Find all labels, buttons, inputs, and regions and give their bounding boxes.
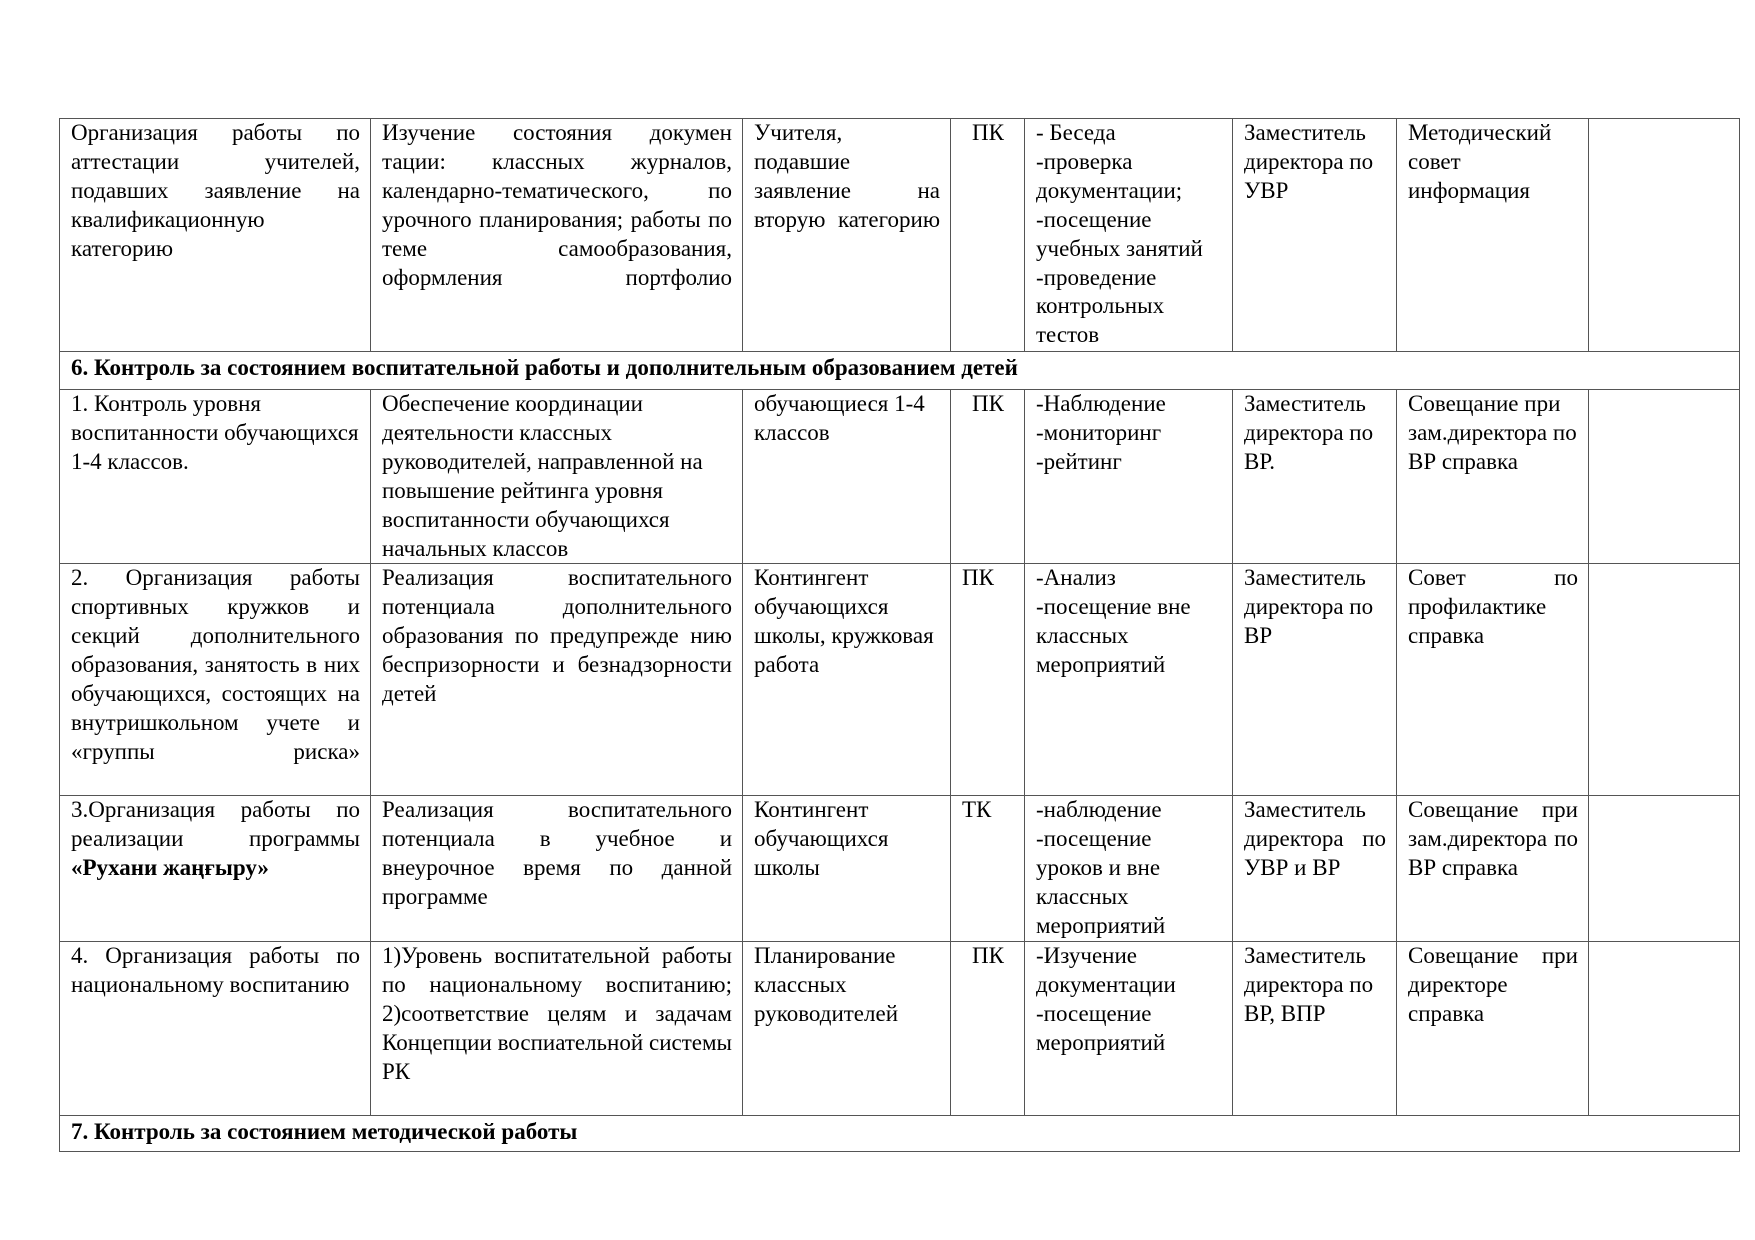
cell-note	[1589, 390, 1740, 564]
cell-object: Учителя, подавшие заявление на вторую категорию	[743, 119, 951, 352]
section-title: 7. Контроль за состоянием методической работы	[60, 1115, 1740, 1151]
cell-methods: - Беседа -проверка документации; -посещение учебных занятий -проведение контрольных тестов	[1025, 119, 1233, 352]
cell-object: обучающиеся 1-4 классов	[743, 390, 951, 564]
cell-control-type: ПК	[951, 390, 1025, 564]
cell-subject-text: 3.Организация работы по реализации программы	[71, 797, 360, 852]
cell-note	[1589, 796, 1740, 942]
cell-goal: Реализация воспитательного потенциала дополнительного образования по предупрежде нию беспризорности и безнадзорности детей	[371, 564, 743, 796]
section-row	[60, 352, 1740, 390]
table-row	[60, 564, 1740, 796]
cell-result: Совещание при директоре справка	[1397, 941, 1589, 1115]
program-name: «Рухани жаңғыру»	[71, 855, 269, 881]
cell-subject: Организация работы по аттестации учителей, подавших заявление на квалификационную категорию	[60, 119, 371, 352]
cell-control-type: ПК	[951, 564, 1025, 796]
cell-note	[1589, 564, 1740, 796]
cell-note	[1589, 941, 1740, 1115]
cell-goal: 1)Уровень воспитательной работы по национальному воспитанию; 2)соответствие целям и задачам Концепции воспиательной системы РК	[371, 941, 743, 1115]
cell-object: Планирование классных руководителей	[743, 941, 951, 1115]
cell-control-type: ПК	[951, 119, 1025, 352]
cell-object: Контингент обучающихся школы, кружковая работа	[743, 564, 951, 796]
control-plan-table	[59, 118, 1740, 1152]
cell-result: Совещание при зам.директора по ВР справка	[1397, 796, 1589, 942]
table-row	[60, 796, 1740, 942]
cell-methods: -наблюдение -посещение уроков и вне классных мероприятий	[1025, 796, 1233, 942]
table-row	[60, 119, 1740, 352]
cell-methods: -Анализ -посещение вне классных мероприятий	[1025, 564, 1233, 796]
section-row	[60, 1115, 1740, 1151]
cell-responsible: Заместитель директора по ВР.	[1233, 390, 1397, 564]
cell-control-type: ПК	[951, 941, 1025, 1115]
cell-control-type: ТК	[951, 796, 1025, 942]
table-row	[60, 390, 1740, 564]
cell-note	[1589, 119, 1740, 352]
cell-responsible: Заместитель директора по УВР	[1233, 119, 1397, 352]
section-title: 6. Контроль за состоянием воспитательной работы и дополнительным образованием детей	[60, 352, 1740, 390]
cell-result: Совещание при зам.директора по ВР справка	[1397, 390, 1589, 564]
cell-responsible: Заместитель директора по УВР и ВР	[1233, 796, 1397, 942]
cell-goal: Обеспечение координации деятельности классных руководителей, направленной на повышение рейтинга уровня воспитанности обучающихся начальных классов	[371, 390, 743, 564]
cell-result: Методический совет информация	[1397, 119, 1589, 352]
cell-goal: Реализация воспитательного потенциала в учебное и внеурочное время по данной программе	[371, 796, 743, 942]
cell-subject: 4. Организация работы по национальному воспитанию	[60, 941, 371, 1115]
cell-methods: -Наблюдение -мониторинг -рейтинг	[1025, 390, 1233, 564]
cell-object: Контингент обучающихся школы	[743, 796, 951, 942]
cell-goal: Изучение состояния докумен тации: классных журналов, календарно-тематического, по урочного планирования; работы по теме самообразования, оформления портфолио	[371, 119, 743, 352]
table-row	[60, 941, 1740, 1115]
cell-methods: -Изучение документации -посещение мероприятий	[1025, 941, 1233, 1115]
cell-responsible: Заместитель директора по ВР	[1233, 564, 1397, 796]
cell-subject: 1. Контроль уровня воспитанности обучающихся 1-4 классов.	[60, 390, 371, 564]
cell-subject	[60, 796, 371, 942]
cell-result: Совет по профилактике справка	[1397, 564, 1589, 796]
cell-responsible: Заместитель директора по ВР, ВПР	[1233, 941, 1397, 1115]
cell-subject: 2. Организация работы спортивных кружков и секций дополнительного образования, занятость в них обучающихся, состоящих на внутришкольном учете и «группы риска»	[60, 564, 371, 796]
